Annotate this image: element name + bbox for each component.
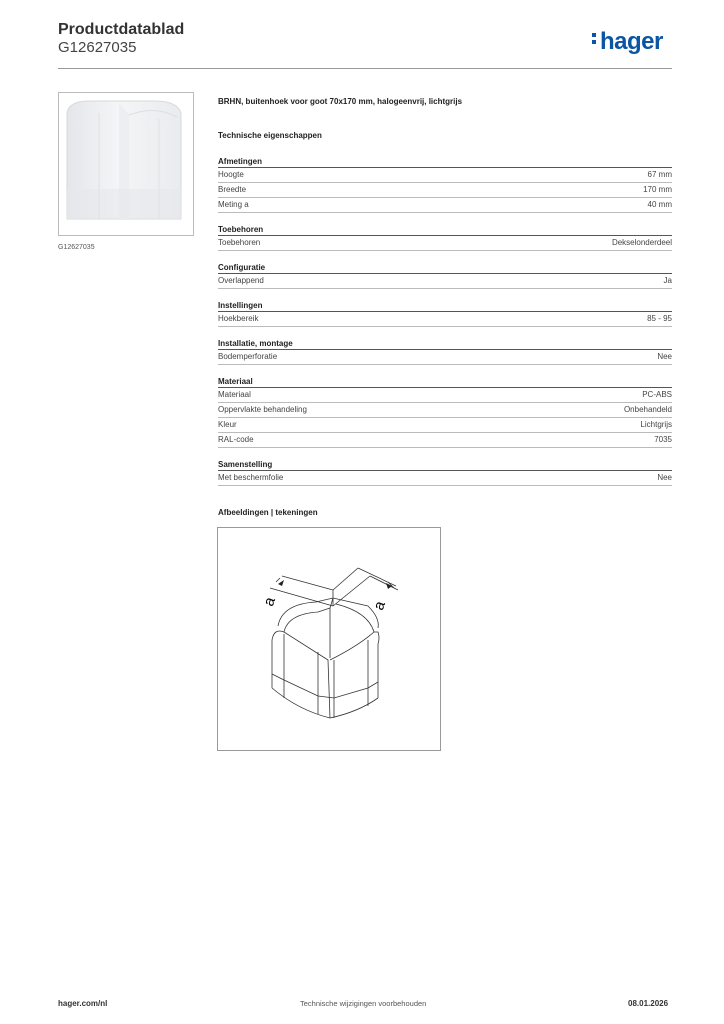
property-label: Toebehoren — [218, 238, 261, 247]
property-label: Hoogte — [218, 170, 244, 179]
product-code: G12627035 — [58, 39, 137, 56]
property-row — [218, 403, 672, 418]
page-title: Productdatablad — [58, 21, 185, 38]
property-section — [218, 459, 672, 486]
property-section — [218, 262, 672, 289]
property-section-title: Materiaal — [218, 376, 672, 388]
property-row — [218, 168, 672, 183]
product-photo — [58, 92, 194, 236]
property-section — [218, 338, 672, 365]
property-label: Kleur — [218, 420, 237, 429]
property-value: Nee — [657, 352, 672, 361]
corner-drawing — [218, 528, 440, 750]
property-value: 67 mm — [647, 170, 672, 179]
property-label: Met beschermfolie — [218, 473, 284, 482]
property-row — [218, 274, 672, 289]
properties-list — [218, 156, 672, 497]
property-label: Hoekbereik — [218, 314, 259, 323]
property-row — [218, 312, 672, 327]
property-value: 40 mm — [647, 200, 672, 209]
property-value: PC-ABS — [642, 390, 672, 399]
property-section — [218, 224, 672, 251]
property-label: Oppervlakte behandeling — [218, 405, 307, 414]
property-section — [218, 300, 672, 327]
property-label: Bodemperforatie — [218, 352, 278, 361]
property-section-title: Instellingen — [218, 300, 672, 312]
property-row — [218, 198, 672, 213]
dimension-label-a-left: a — [260, 594, 280, 609]
property-label: Breedte — [218, 185, 247, 194]
property-label: Materiaal — [218, 390, 251, 399]
hager-logo[interactable] — [592, 28, 663, 56]
property-row — [218, 388, 672, 403]
header-divider — [58, 68, 672, 69]
product-photo-image — [59, 93, 193, 235]
property-section-title: Afmetingen — [218, 156, 672, 168]
dimension-label-a-right: a — [370, 598, 390, 613]
footer-website-link[interactable]: hager.com/nl — [58, 999, 108, 1008]
property-value: 7035 — [654, 435, 672, 444]
property-section — [218, 156, 672, 213]
logo-colon-icon — [592, 30, 598, 47]
technical-drawing — [217, 527, 441, 751]
property-section-title: Installatie, montage — [218, 338, 672, 350]
property-value: 170 mm — [643, 185, 672, 194]
property-value: Nee — [657, 473, 672, 482]
property-row — [218, 433, 672, 448]
property-value: 85 - 95 — [647, 314, 672, 323]
property-row — [218, 236, 672, 251]
property-section-title: Configuratie — [218, 262, 672, 274]
property-section-title: Toebehoren — [218, 224, 672, 236]
technical-properties-heading: Technische eigenschappen — [218, 131, 322, 140]
property-value: Ja — [663, 276, 672, 285]
property-row — [218, 471, 672, 486]
property-label: RAL-code — [218, 435, 254, 444]
property-label: Meting a — [218, 200, 249, 209]
property-section-title: Samenstelling — [218, 459, 672, 471]
property-section — [218, 376, 672, 448]
product-description: BRHN, buitenhoek voor goot 70x170 mm, halogeenvrij, lichtgrijs — [218, 97, 463, 106]
property-row — [218, 350, 672, 365]
photo-caption: G12627035 — [58, 244, 95, 251]
property-value: Onbehandeld — [623, 405, 672, 414]
property-label: Overlappend — [218, 276, 264, 285]
property-row — [218, 418, 672, 433]
property-row — [218, 183, 672, 198]
property-value: Dekselonderdeel — [611, 238, 672, 247]
footer-date: 08.01.2026 — [628, 999, 669, 1008]
property-value: Lichtgrijs — [640, 420, 672, 429]
images-heading: Afbeeldingen | tekeningen — [218, 508, 318, 517]
footer-disclaimer: Technische wijzigingen voorbehouden — [300, 999, 427, 1008]
logo-text: hager — [600, 28, 663, 55]
